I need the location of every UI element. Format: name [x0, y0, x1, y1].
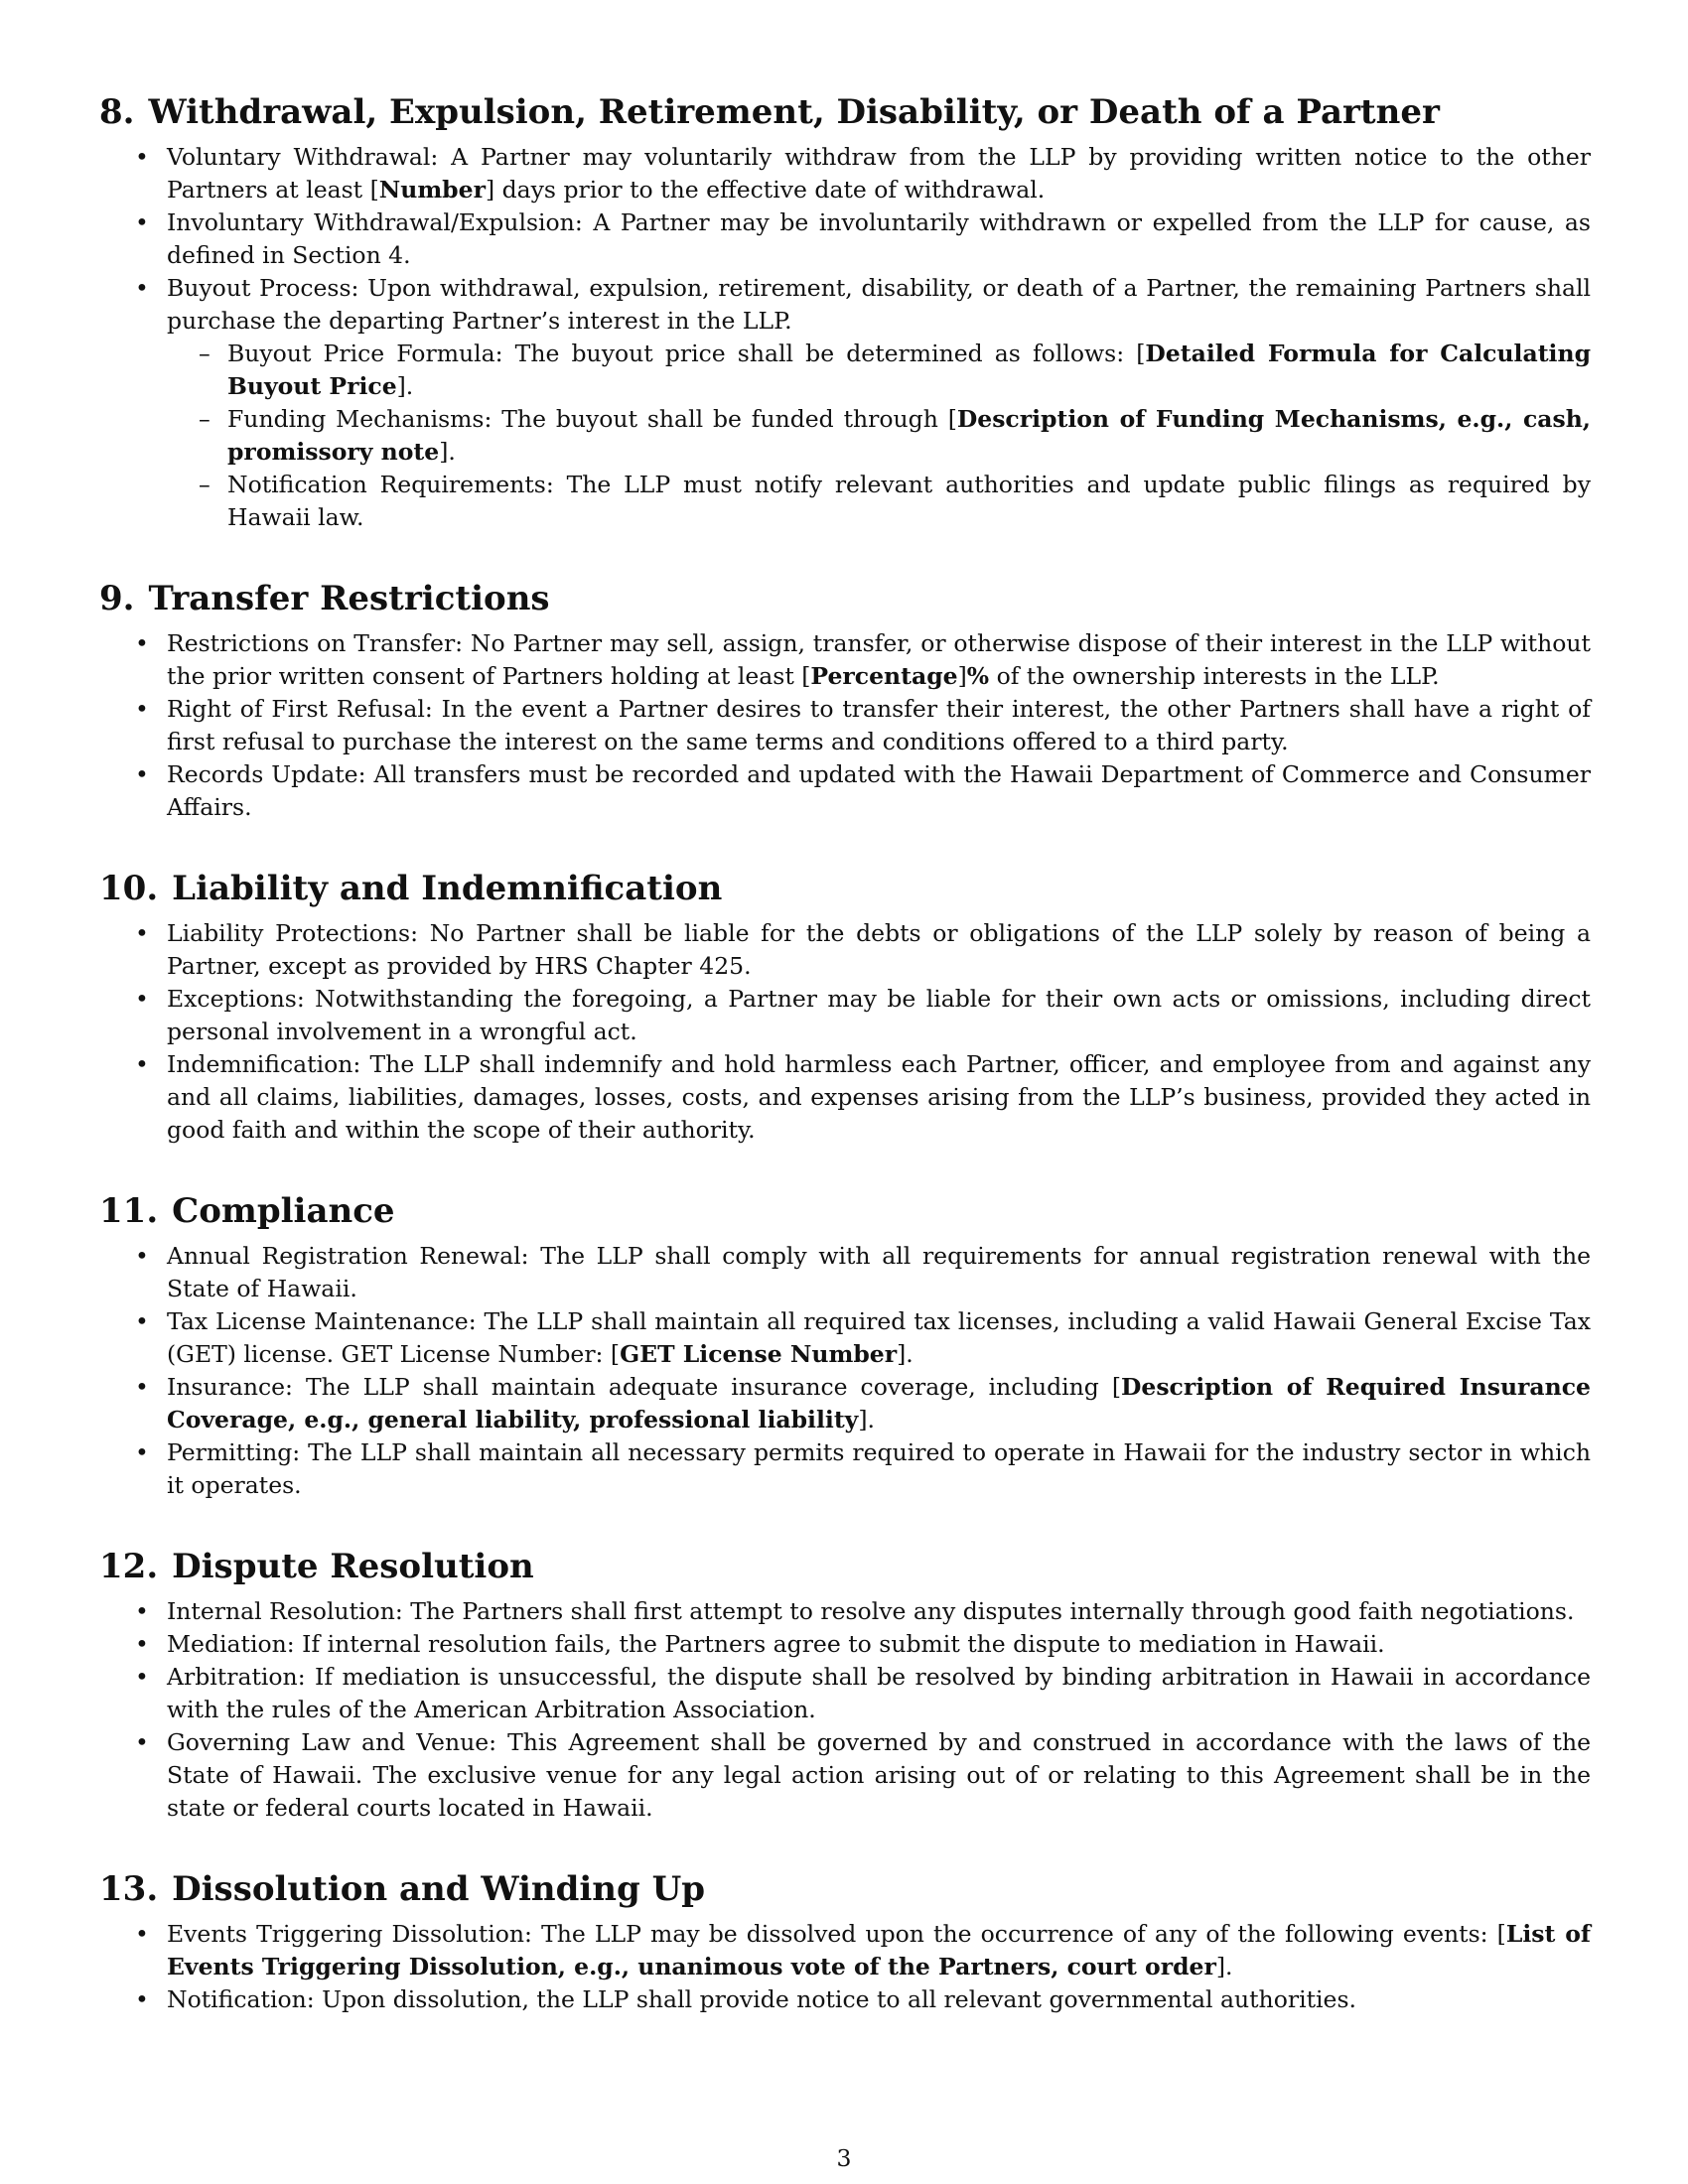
sub-list — [99, 338, 1591, 534]
section-number: 11. — [99, 1191, 159, 1231]
bullet-list — [99, 1918, 1591, 2016]
list-item — [99, 1661, 1591, 1726]
text-run: Notification Requirements: The LLP must notify relevant authorities and update public filings as required by Hawaii law. — [227, 471, 1591, 531]
list-item — [99, 1918, 1591, 1983]
section-title: Liability and Indemnification — [172, 869, 723, 908]
list-item — [99, 627, 1591, 693]
text-run: ] — [957, 662, 967, 690]
bullet-list — [99, 1595, 1591, 1825]
text-run: Notification: Upon dissolution, the LLP shall provide notice to all relevant governmental authorities. — [167, 1985, 1356, 2013]
text-run: Internal Resolution: The Partners shall first attempt to resolve any disputes internally through good faith negotiations. — [167, 1597, 1575, 1625]
placeholder-field: Number — [378, 176, 486, 204]
text-run: Insurance: The LLP shall maintain adequate insurance coverage, including [ — [167, 1373, 1121, 1401]
bullet-list — [99, 1240, 1591, 1502]
list-item — [99, 272, 1591, 338]
text-run: ]. — [439, 438, 456, 466]
text-run: Restrictions on Transfer: No Partner may sell, assign, transfer, or otherwise dispose of their interest in the LLP without the prior written consent of Partners holding at least [ — [167, 629, 1591, 690]
text-run: of the ownership interests in the LLP. — [989, 662, 1440, 690]
placeholder-field: Description of Required Insurance Coverage, e.g., general liability, professional liability — [167, 1373, 1591, 1433]
text-run: Governing Law and Venue: This Agreement shall be governed by and construed in accordance with the laws of the State of Hawaii. The exclusive venue for any legal action arising out of or relating to this Agreement shall be in the state or federal courts located in Hawaii. — [167, 1728, 1591, 1822]
placeholder-field: Description of Funding Mechanisms, e.g., cash, promissory note — [227, 405, 1591, 466]
section-number: 8. — [99, 92, 135, 132]
placeholder-field: List of Events Triggering Dissolution, e.g., unanimous vote of the Partners, court order — [167, 1920, 1591, 1980]
section-withdrawal-expulsion-retirement-disability-or-death-of-a-partner — [99, 91, 1591, 534]
section-title: Compliance — [172, 1191, 395, 1231]
section-heading — [99, 1868, 1591, 1910]
sub-list-item — [99, 338, 1591, 403]
section-number: 13. — [99, 1869, 159, 1909]
section-dissolution-and-winding-up — [99, 1868, 1591, 2016]
sub-list-item — [99, 403, 1591, 469]
text-run: Voluntary Withdrawal: A Partner may voluntarily withdraw from the LLP by providing written notice to the other Partners at least [ — [167, 143, 1591, 204]
list-item — [99, 1628, 1591, 1661]
text-run: Right of First Refusal: In the event a Partner desires to transfer their interest, the other Partners shall have a right of first refusal to purchase the interest on the same terms and conditions offered to a third party. — [167, 695, 1591, 755]
section-heading — [99, 1190, 1591, 1232]
text-run: Involuntary Withdrawal/Expulsion: A Partner may be involuntarily withdrawn or expelled from the LLP for cause, as defined in Section 4. — [167, 208, 1591, 269]
text-run: Buyout Price Formula: The buyout price shall be determined as follows: [ — [227, 340, 1146, 367]
section-heading — [99, 91, 1591, 133]
list-item — [99, 983, 1591, 1048]
text-run: Exceptions: Notwithstanding the foregoing, a Partner may be liable for their own acts or omissions, including direct personal involvement in a wrongful act. — [167, 985, 1591, 1045]
text-run: Annual Registration Renewal: The LLP shall comply with all requirements for annual registration renewal with the State of Hawaii. — [167, 1242, 1591, 1302]
list-item — [99, 1305, 1591, 1371]
section-number: 12. — [99, 1547, 159, 1586]
list-item — [99, 1240, 1591, 1305]
section-compliance — [99, 1190, 1591, 1502]
placeholder-field: % — [966, 662, 990, 690]
section-number: 10. — [99, 869, 159, 908]
text-run: Tax License Maintenance: The LLP shall maintain all required tax licenses, including a valid Hawaii General Excise Tax (GET) license. GET License Number: [ — [167, 1307, 1591, 1368]
text-run: ]. — [897, 1340, 914, 1368]
section-title: Transfer Restrictions — [148, 579, 550, 618]
list-item — [99, 1436, 1591, 1502]
text-run: ] days prior to the effective date of withdrawal. — [485, 176, 1046, 204]
list-item — [99, 206, 1591, 272]
section-heading — [99, 578, 1591, 619]
text-run: ]. — [1215, 1953, 1233, 1980]
page-number: 3 — [836, 2144, 852, 2172]
placeholder-field: Percentage — [810, 662, 958, 690]
placeholder-field: GET License Number — [620, 1340, 898, 1368]
text-run: Permitting: The LLP shall maintain all necessary permits required to operate in Hawaii for the industry sector in which it operates. — [167, 1438, 1591, 1499]
text-run: ]. — [858, 1406, 875, 1433]
list-item — [99, 1726, 1591, 1825]
list-item — [99, 758, 1591, 824]
text-run: Arbitration: If mediation is unsuccessful, the dispute shall be resolved by binding arbitration in Hawaii in accordance with the rules of the American Arbitration Association. — [167, 1663, 1591, 1723]
section-dispute-resolution — [99, 1546, 1591, 1825]
list-item — [99, 1595, 1591, 1628]
text-run: Mediation: If internal resolution fails, the Partners agree to submit the dispute to mediation in Hawaii. — [167, 1630, 1385, 1658]
section-liability-and-indemnification — [99, 868, 1591, 1147]
list-item — [99, 693, 1591, 758]
bullet-list — [99, 627, 1591, 824]
list-item — [99, 141, 1591, 206]
text-run: Indemnification: The LLP shall indemnify and hold harmless each Partner, officer, and employee from and against any and all claims, liabilities, damages, losses, costs, and expenses arising from the LLP’s business, provided they acted in good faith and within the scope of their authority. — [167, 1050, 1591, 1144]
list-item — [99, 1371, 1591, 1436]
text-run: Events Triggering Dissolution: The LLP may be dissolved upon the occurrence of any of the following events: [ — [167, 1920, 1506, 1948]
bullet-list — [99, 141, 1591, 534]
text-run: Buyout Process: Upon withdrawal, expulsion, retirement, disability, or death of a Partner, the remaining Partners shall purchase the departing Partner’s interest in the LLP. — [167, 274, 1591, 335]
text-run: ]. — [396, 372, 414, 400]
section-heading — [99, 868, 1591, 909]
bullet-list — [99, 917, 1591, 1147]
section-title: Withdrawal, Expulsion, Retirement, Disability, or Death of a Partner — [148, 92, 1440, 132]
section-transfer-restrictions — [99, 578, 1591, 824]
section-title: Dissolution and Winding Up — [172, 1869, 706, 1909]
text-run: Funding Mechanisms: The buyout shall be funded through [ — [227, 405, 957, 433]
list-item — [99, 1983, 1591, 2016]
sub-list-item — [99, 469, 1591, 534]
placeholder-field: Detailed Formula for Calculating Buyout Price — [227, 340, 1591, 400]
section-heading — [99, 1546, 1591, 1587]
text-run: Records Update: All transfers must be recorded and updated with the Hawaii Department of Commerce and Consumer Affairs. — [167, 760, 1591, 821]
list-item — [99, 917, 1591, 983]
document-body — [99, 91, 1591, 2060]
section-number: 9. — [99, 579, 135, 618]
text-run: Liability Protections: No Partner shall be liable for the debts or obligations of the LLP solely by reason of being a Partner, except as provided by HRS Chapter 425. — [167, 919, 1591, 980]
section-title: Dispute Resolution — [172, 1547, 534, 1586]
list-item — [99, 1048, 1591, 1147]
